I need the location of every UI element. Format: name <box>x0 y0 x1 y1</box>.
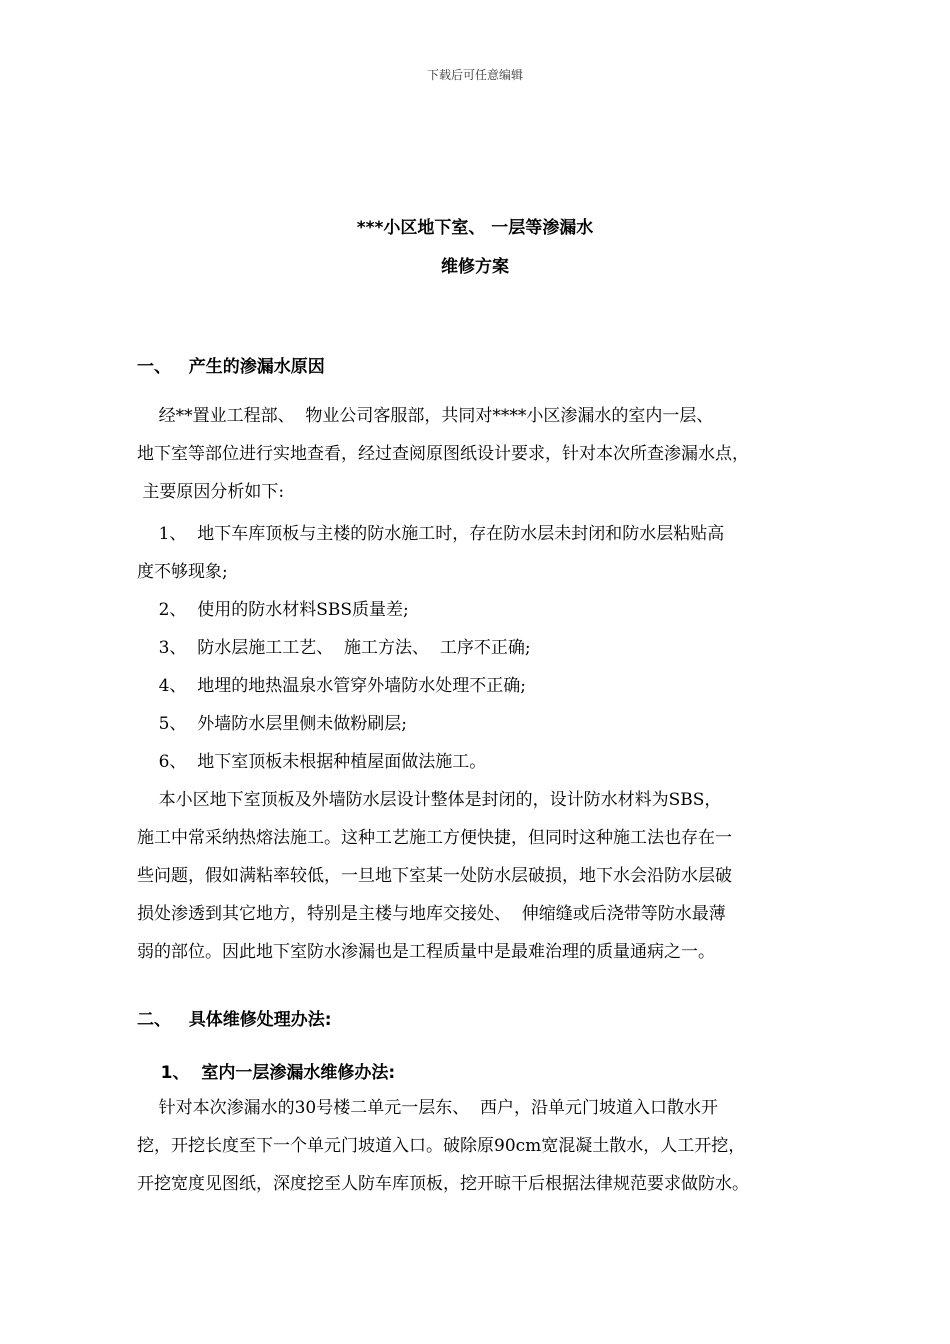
list-item: 1、 地下车库顶板与主楼的防水施工时，存在防水层未封闭和防水层粘贴高 <box>137 524 725 544</box>
text-line: 些问题，假如满粘率较低，一旦地下室某一处防水层破损，地下水会沿防水层破 <box>137 866 732 886</box>
list-item: 3、 防水层施工工艺、 施工方法、 工序不正确; <box>137 638 531 658</box>
text-line: 损处渗透到其它地方，特别是主楼与地库交接处、 伸缩缝或后浇带等防水最薄 <box>137 904 726 924</box>
text-line: 施工中常采纳热熔法施工。这种工艺施工方便快捷，但同时这种施工法也存在一 <box>137 828 732 848</box>
text-line: 经**置业工程部、 物业公司客服部，共同对****小区渗漏水的室内一层、 <box>137 406 714 426</box>
list-item: 5、 外墙防水层里侧未做粉刷层; <box>137 714 407 734</box>
section2-heading: 二、 具体维修处理办法: <box>137 1010 332 1030</box>
text-line: 度不够现象; <box>137 562 228 582</box>
text-line: 开挖宽度见图纸，深度挖至人防车库顶板，挖开晾干后根据法律规范要求做防水。 <box>137 1174 749 1194</box>
subsection1-heading: 1、 室内一层渗漏水维修办法: <box>137 1063 396 1083</box>
document-title-line1: ***小区地下室、 一层等渗漏水 <box>356 218 594 238</box>
document-title-line2: 维修方案 <box>441 257 509 277</box>
text-line: 本小区地下室顶板及外墙防水层设计整体是封闭的，设计防水材料为SBS， <box>137 790 722 810</box>
list-item: 4、 地埋的地热温泉水管穿外墙防水处理不正确; <box>137 676 526 696</box>
text-line: 主要原因分析如下: <box>137 482 285 502</box>
list-item: 2、 使用的防水材料SBS质量差; <box>137 600 409 620</box>
text-line: 挖，开挖长度至下一个单元门坡道入口。破除原90cm宽混凝土散水，人工开挖， <box>137 1136 746 1156</box>
list-item: 6、 地下室顶板未根据种植屋面做法施工。 <box>137 752 487 772</box>
text-line: 地下室等部位进行实地查看，经过查阅原图纸设计要求，针对本次所查渗漏水点， <box>137 444 749 464</box>
text-line: 针对本次渗漏水的30号楼二单元一层东、 西户，沿单元门坡道入口散水开 <box>137 1098 719 1118</box>
text-line: 弱的部位。因此地下室防水渗漏也是工程质量中是最难治理的质量通病之一。 <box>137 942 715 962</box>
section1-heading: 一、 产生的渗漏水原因 <box>137 357 325 377</box>
page-header: 下载后可任意编辑 <box>426 68 523 82</box>
